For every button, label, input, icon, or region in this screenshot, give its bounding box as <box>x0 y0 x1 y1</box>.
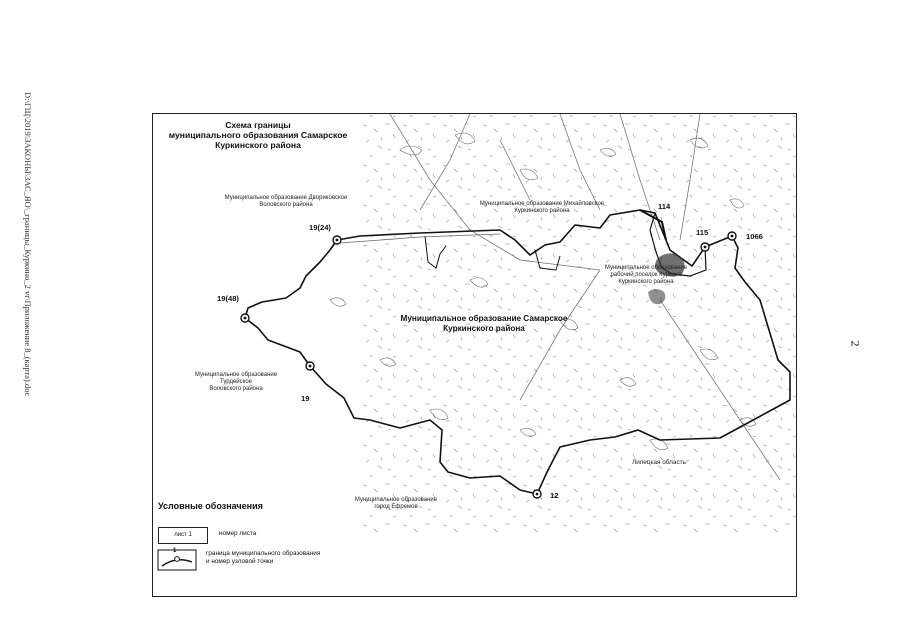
legend-sheet-box: лист 1 <box>158 527 208 544</box>
legend-boundary-desc-line-2: и номер узловой точки <box>206 558 274 565</box>
label-samarskoe <box>384 314 584 334</box>
label-turdeyskoe-line-1: Муниципальное образование <box>194 372 278 378</box>
map-title-line-3: Куркинского района <box>215 140 301 150</box>
node-label-1066: 1066 <box>746 232 763 241</box>
label-mikhailovskoe-line-2: Куркинского района <box>514 208 570 215</box>
map-title-line-1: Схема границы <box>225 120 291 130</box>
legend-boundary-desc <box>206 550 320 566</box>
map-title <box>152 120 364 150</box>
label-kurkino-line-3: Куркинского района <box>618 279 674 286</box>
label-mikhailovskoe-line-1: Муниципальное образование Михайловское <box>479 201 605 207</box>
label-lipetsk: Липецкая область <box>632 459 686 466</box>
label-efremov <box>336 497 456 511</box>
label-turdeyskoe-line-2: Турдейское <box>219 379 252 386</box>
legend-boundary-desc-line-1: граница муниципального образования <box>206 550 321 557</box>
label-samarskoe-line-1: Муниципальное образование Самарское <box>400 314 568 323</box>
label-mikhailovskoe <box>456 201 628 215</box>
label-samarskoe-line-2: Куркинского района <box>443 323 525 333</box>
label-kurkino <box>596 265 696 287</box>
label-kurkino-line-1: Муниципальное образование <box>604 265 688 271</box>
node-label-115: 115 <box>696 228 709 237</box>
map-title-line-2: муниципального образования Самарское <box>168 130 348 140</box>
legend-sheet-desc: номер листа <box>219 530 257 537</box>
label-dvorikovskoe <box>200 195 372 209</box>
page-number: 2 <box>848 340 863 347</box>
legend-node-symbol-number: 1 <box>173 548 177 554</box>
label-dvorikovskoe-line-2: Воловского района <box>259 202 313 209</box>
label-dvorikovskoe-line-1: Муниципальное образование Двориковское <box>224 195 348 201</box>
file-path-text: D:\ГЩ\2019\ЗАКОНЫ\ЗАС_ЯО\_границы_Куркино_2 vr\Приложение 8_(карта).doc <box>23 92 33 397</box>
label-kurkino-line-2: рабочий поселок Куркино <box>610 272 682 279</box>
node-label-12: 12 <box>550 491 559 500</box>
label-efremov-line-1: Муниципальное образование <box>354 497 438 503</box>
label-efremov-line-2: город Ефремов <box>374 504 418 511</box>
label-turdeyskoe-line-3: Воловского района <box>209 386 263 393</box>
legend-boundary-symbol <box>158 550 196 570</box>
label-turdeyskoe <box>180 372 292 394</box>
node-label-19-24: 19(24) <box>309 223 331 232</box>
node-label-114: 114 <box>658 202 671 211</box>
node-label-19: 19 <box>301 394 310 403</box>
legend-title: Условные обозначения <box>158 501 263 511</box>
node-label-19-48: 19(48) <box>217 294 239 303</box>
